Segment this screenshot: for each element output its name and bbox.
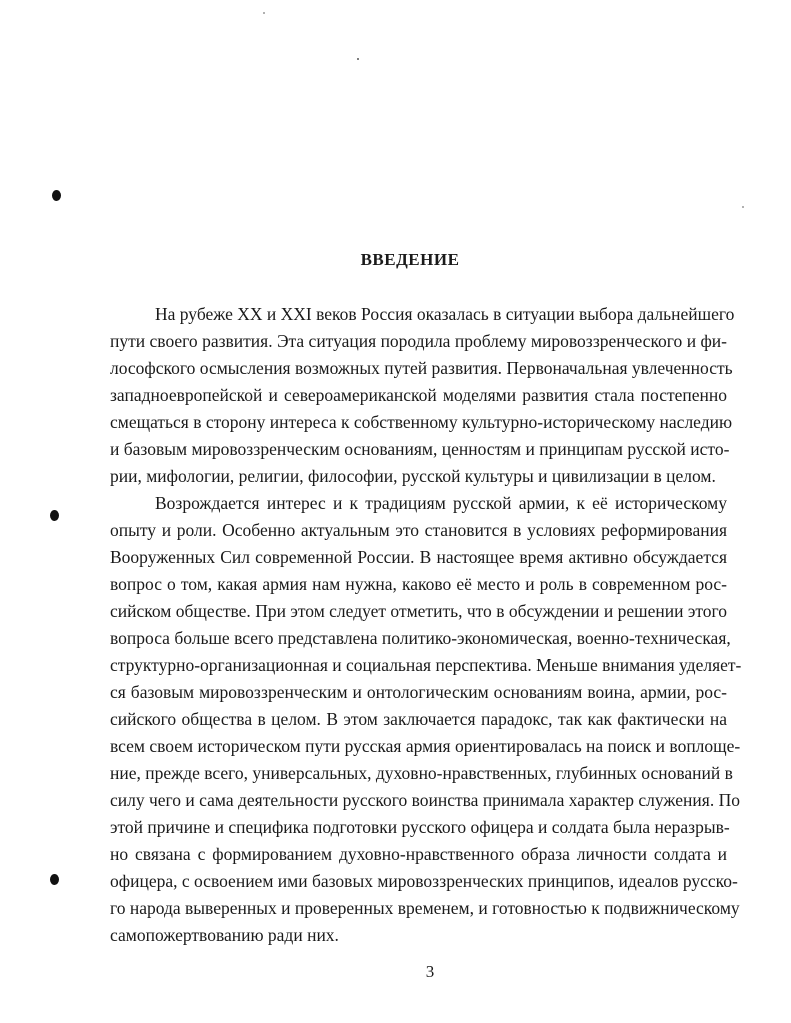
- section-heading: ВВЕДЕНИЕ: [360, 250, 460, 269]
- text-line: Возрождается интерес и к традициям русской армии, к её историческому: [155, 493, 727, 513]
- text-line: Вооруженных Сил современной России. В настоящее время активно обсуждается: [110, 547, 727, 567]
- text-line: всем своем историческом пути русская армия ориентировалась на поиск и воплоще-: [110, 736, 741, 756]
- text-line: силу чего и сама деятельности русского воинства принимала характер служения. По: [110, 790, 740, 810]
- text-line: офицера, с освоением ими базовых мировоззренческих принципов, идеалов русско-: [110, 871, 738, 891]
- text-line: го народа выверенных и проверенных временем, и готовностью к подвижническому: [110, 898, 740, 918]
- text-line: лософского осмысления возможных путей развития. Первоначальная увлеченность: [110, 358, 733, 378]
- text-line: ние, прежде всего, универсальных, духовно-нравственных, глубинных оснований в: [110, 763, 733, 783]
- text-line: и базовым мировоззренческим основаниям, ценностям и принципам русской исто-: [110, 439, 730, 459]
- text-line: ся базовым мировоззренческим и онтологическим основаниям воина, армии, рос-: [110, 682, 727, 702]
- text-line: вопрос о том, какая армия нам нужна, каково её место и роль в современном рос-: [110, 574, 727, 594]
- text-line: смещаться в сторону интереса к собственному культурно-историческому наследию: [110, 412, 733, 432]
- text-line: сийского общества в целом. В этом заключается парадокс, так как фактически на: [110, 709, 727, 729]
- scan-speck: [357, 58, 359, 60]
- text-line: структурно-организационная и социальная перспектива. Меньше внимания уделяет-: [110, 655, 742, 675]
- text-line: сийском обществе. При этом следует отметить, что в обсуждении и решении этого: [110, 601, 727, 621]
- punch-hole-top: [52, 190, 61, 201]
- text-line: вопроса больше всего представлена политико-экономическая, военно-техническая,: [110, 628, 731, 648]
- punch-hole-middle: [50, 510, 59, 521]
- text-line: опыту и роли. Особенно актуальным это становится в условиях реформирования: [110, 520, 727, 540]
- scan-speck: [263, 12, 265, 14]
- text-line: пути своего развития. Эта ситуация породила проблему мировоззренческого и фи-: [110, 331, 727, 351]
- scan-speck: [742, 206, 744, 208]
- punch-hole-bottom: [50, 874, 59, 885]
- text-line: но связана с формированием духовно-нравственного образа личности солдата и: [110, 844, 727, 864]
- text-line: самопожертвованию ради них.: [110, 925, 339, 945]
- page-number: 3: [425, 962, 435, 981]
- text-line: На рубеже XX и XXI веков Россия оказалась в ситуации выбора дальнейшего: [155, 304, 735, 324]
- text-line: западноевропейской и североамериканской моделями развития стала постепенно: [110, 385, 727, 405]
- text-line: этой причине и специфика подготовки русского офицера и солдата была неразрыв-: [110, 817, 730, 837]
- text-line: рии, мифологии, религии, философии, русской культуры и цивилизации в целом.: [110, 466, 716, 486]
